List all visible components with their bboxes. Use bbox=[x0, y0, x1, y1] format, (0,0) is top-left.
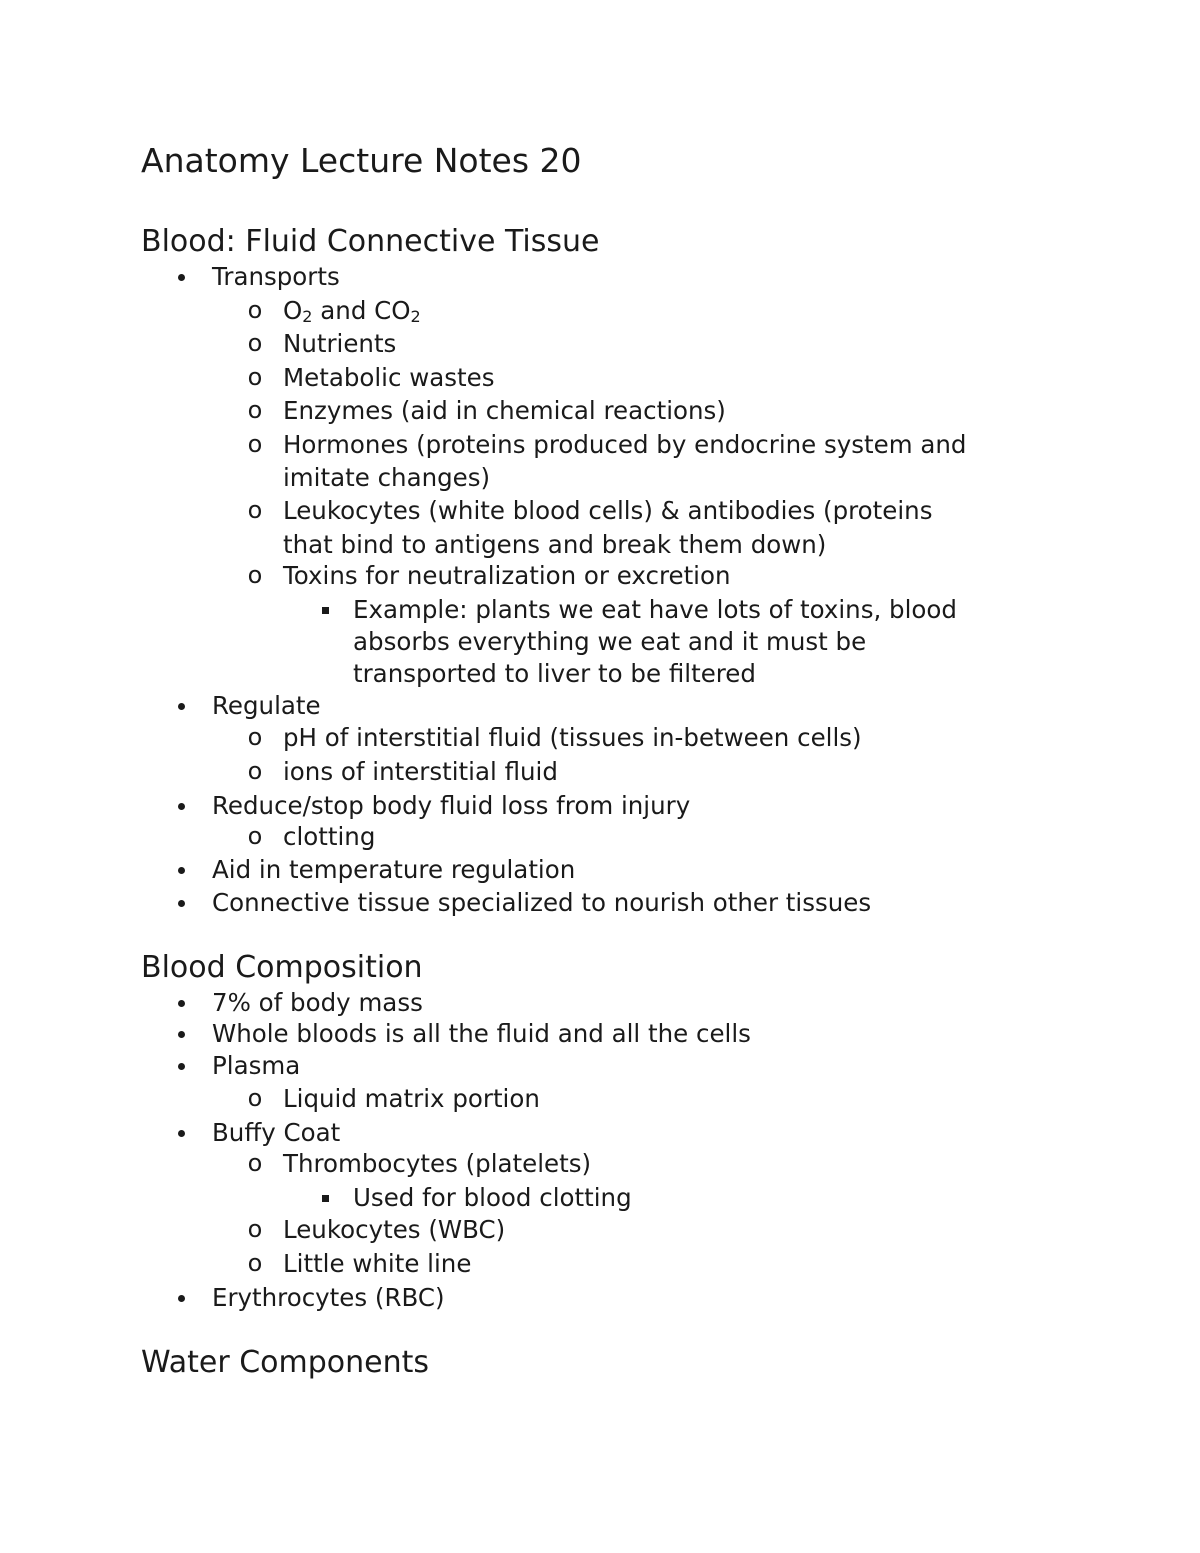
bullet-icon bbox=[171, 260, 191, 293]
list-item-thrombocytes: Thrombocytes (platelets) bbox=[283, 1149, 592, 1178]
section-heading-blood-composition: Blood Composition bbox=[141, 950, 423, 985]
list-item-reduce: Reduce/stop body fluid loss from injury bbox=[212, 791, 691, 820]
section-heading-blood-fluid: Blood: Fluid Connective Tissue bbox=[141, 224, 600, 259]
circle-bullet-icon: o bbox=[247, 496, 263, 524]
list-item-ions: ions of interstitial fluid bbox=[283, 757, 558, 786]
section-heading-water-components: Water Components bbox=[141, 1345, 430, 1380]
list-item-whole-blood: Whole bloods is all the fluid and all the cells bbox=[212, 1019, 751, 1048]
square-bullet-icon bbox=[315, 593, 335, 626]
bullet-icon bbox=[171, 689, 191, 722]
list-item-leukocytes-line1: Leukocytes (white blood cells) & antibodies (proteins bbox=[283, 496, 933, 525]
circle-bullet-icon: o bbox=[247, 430, 263, 458]
document-title: Anatomy Lecture Notes 20 bbox=[141, 141, 582, 180]
list-item-clotting: clotting bbox=[283, 822, 376, 851]
bullet-icon bbox=[171, 1017, 191, 1050]
list-item-temperature: Aid in temperature regulation bbox=[212, 855, 576, 884]
circle-bullet-icon: o bbox=[247, 296, 263, 324]
list-item-leukocytes-line2: that bind to antigens and break them down) bbox=[283, 530, 827, 559]
list-item-connective: Connective tissue specialized to nourish other tissues bbox=[212, 888, 872, 917]
circle-bullet-icon: o bbox=[247, 396, 263, 424]
list-item-liquid-matrix: Liquid matrix portion bbox=[283, 1084, 540, 1113]
bullet-icon bbox=[171, 1116, 191, 1149]
bullet-icon bbox=[171, 789, 191, 822]
circle-bullet-icon: o bbox=[247, 1215, 263, 1243]
circle-bullet-icon: o bbox=[247, 822, 263, 850]
circle-bullet-icon: o bbox=[247, 1149, 263, 1177]
circle-bullet-icon: o bbox=[247, 723, 263, 751]
circle-bullet-icon: o bbox=[247, 329, 263, 357]
circle-bullet-icon: o bbox=[247, 1249, 263, 1277]
list-item-hormones-line2: imitate changes) bbox=[283, 463, 491, 492]
bullet-icon bbox=[171, 1049, 191, 1082]
bullet-icon bbox=[171, 986, 191, 1019]
list-item-leukocytes-wbc: Leukocytes (WBC) bbox=[283, 1215, 506, 1244]
circle-bullet-icon: o bbox=[247, 561, 263, 589]
circle-bullet-icon: o bbox=[247, 1084, 263, 1112]
list-item-hormones-line1: Hormones (proteins produced by endocrine system and bbox=[283, 430, 967, 459]
list-item-plasma: Plasma bbox=[212, 1051, 301, 1080]
square-bullet-icon bbox=[315, 1181, 335, 1214]
list-item-ph: pH of interstitial fluid (tissues in-between cells) bbox=[283, 723, 862, 752]
circle-bullet-icon: o bbox=[247, 757, 263, 785]
bullet-icon bbox=[171, 853, 191, 886]
list-item-blood-clotting: Used for blood clotting bbox=[353, 1183, 632, 1212]
list-item-example-line1: Example: plants we eat have lots of toxins, blood bbox=[353, 595, 957, 624]
list-item-buffy-coat: Buffy Coat bbox=[212, 1118, 341, 1147]
list-item-white-line: Little white line bbox=[283, 1249, 472, 1278]
list-item-body-mass: 7% of body mass bbox=[212, 988, 423, 1017]
list-item-regulate: Regulate bbox=[212, 691, 321, 720]
circle-bullet-icon: o bbox=[247, 363, 263, 391]
list-item-example-line2: absorbs everything we eat and it must be bbox=[353, 627, 867, 656]
list-item-toxins: Toxins for neutralization or excretion bbox=[283, 561, 731, 590]
list-item-erythrocytes: Erythrocytes (RBC) bbox=[212, 1283, 445, 1312]
list-item-metabolic-wastes: Metabolic wastes bbox=[283, 363, 495, 392]
list-item-nutrients: Nutrients bbox=[283, 329, 397, 358]
bullet-icon bbox=[171, 1281, 191, 1314]
list-item-transports: Transports bbox=[212, 262, 340, 291]
list-item-o2-co2: $O_2$ and $CO_2$ bbox=[283, 296, 421, 326]
bullet-icon bbox=[171, 886, 191, 919]
list-item-example-line3: transported to liver to be filtered bbox=[353, 659, 756, 688]
list-item-enzymes: Enzymes (aid in chemical reactions) bbox=[283, 396, 726, 425]
